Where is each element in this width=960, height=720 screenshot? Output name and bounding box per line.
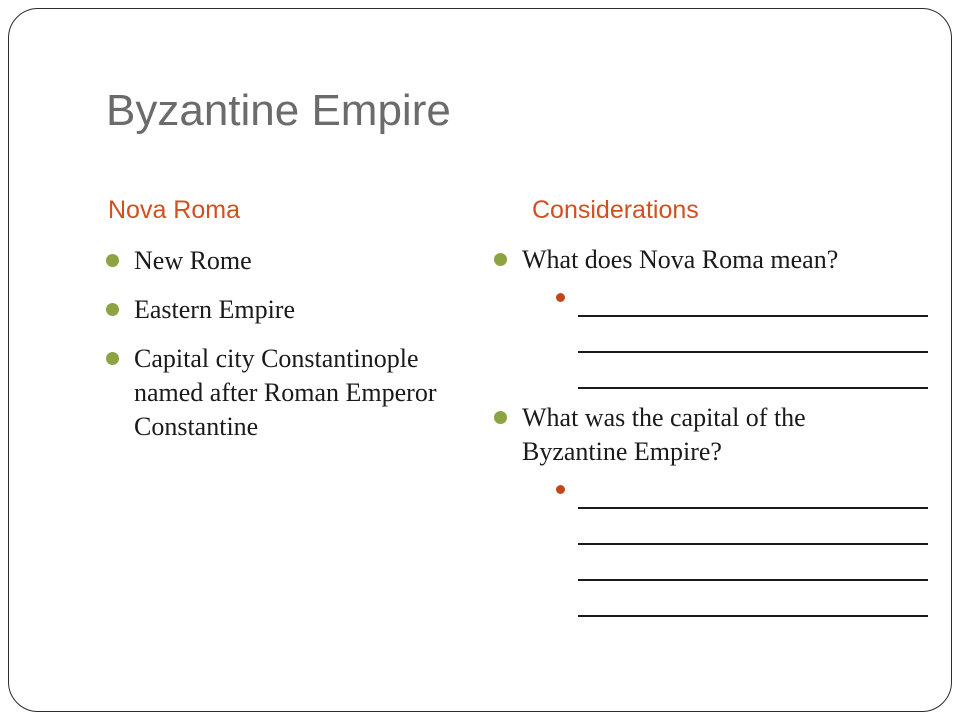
question-text: What does Nova Roma mean? (522, 245, 839, 274)
question-item (492, 243, 912, 389)
answer-blank-line (578, 545, 928, 581)
bullet-dot-icon (106, 352, 119, 365)
left-bullet-list (104, 244, 484, 459)
answer-item (522, 473, 912, 617)
list-item (104, 244, 484, 278)
sub-bullet-dot-icon (556, 293, 565, 302)
list-item (104, 342, 484, 444)
bullet-dot-icon (494, 411, 507, 424)
left-column-heading: Nova Roma (108, 196, 240, 224)
answer-blank-line (578, 473, 928, 509)
question-item (492, 401, 912, 617)
right-bullet-list (492, 243, 912, 629)
slide-title: Byzantine Empire (106, 86, 451, 135)
bullet-text: Eastern Empire (134, 295, 295, 324)
bullet-text: New Rome (134, 246, 252, 275)
sub-bullet-dot-icon (556, 485, 565, 494)
answer-list (522, 281, 912, 389)
right-column-heading: Considerations (532, 196, 699, 224)
question-text: What was the capital of the Byzantine Empire? (522, 403, 806, 466)
answer-blank-line (578, 317, 928, 353)
list-item (104, 293, 484, 327)
answer-blank-line (578, 281, 928, 317)
answer-blank-line (578, 581, 928, 617)
answer-item (522, 281, 912, 389)
answer-blank-line (578, 353, 928, 389)
answer-list (522, 473, 912, 617)
bullet-dot-icon (494, 253, 507, 266)
answer-blank-line (578, 509, 928, 545)
bullet-dot-icon (106, 254, 119, 267)
bullet-text: Capital city Constantinople named after Roman Emperor Constantine (134, 344, 437, 441)
bullet-dot-icon (106, 303, 119, 316)
